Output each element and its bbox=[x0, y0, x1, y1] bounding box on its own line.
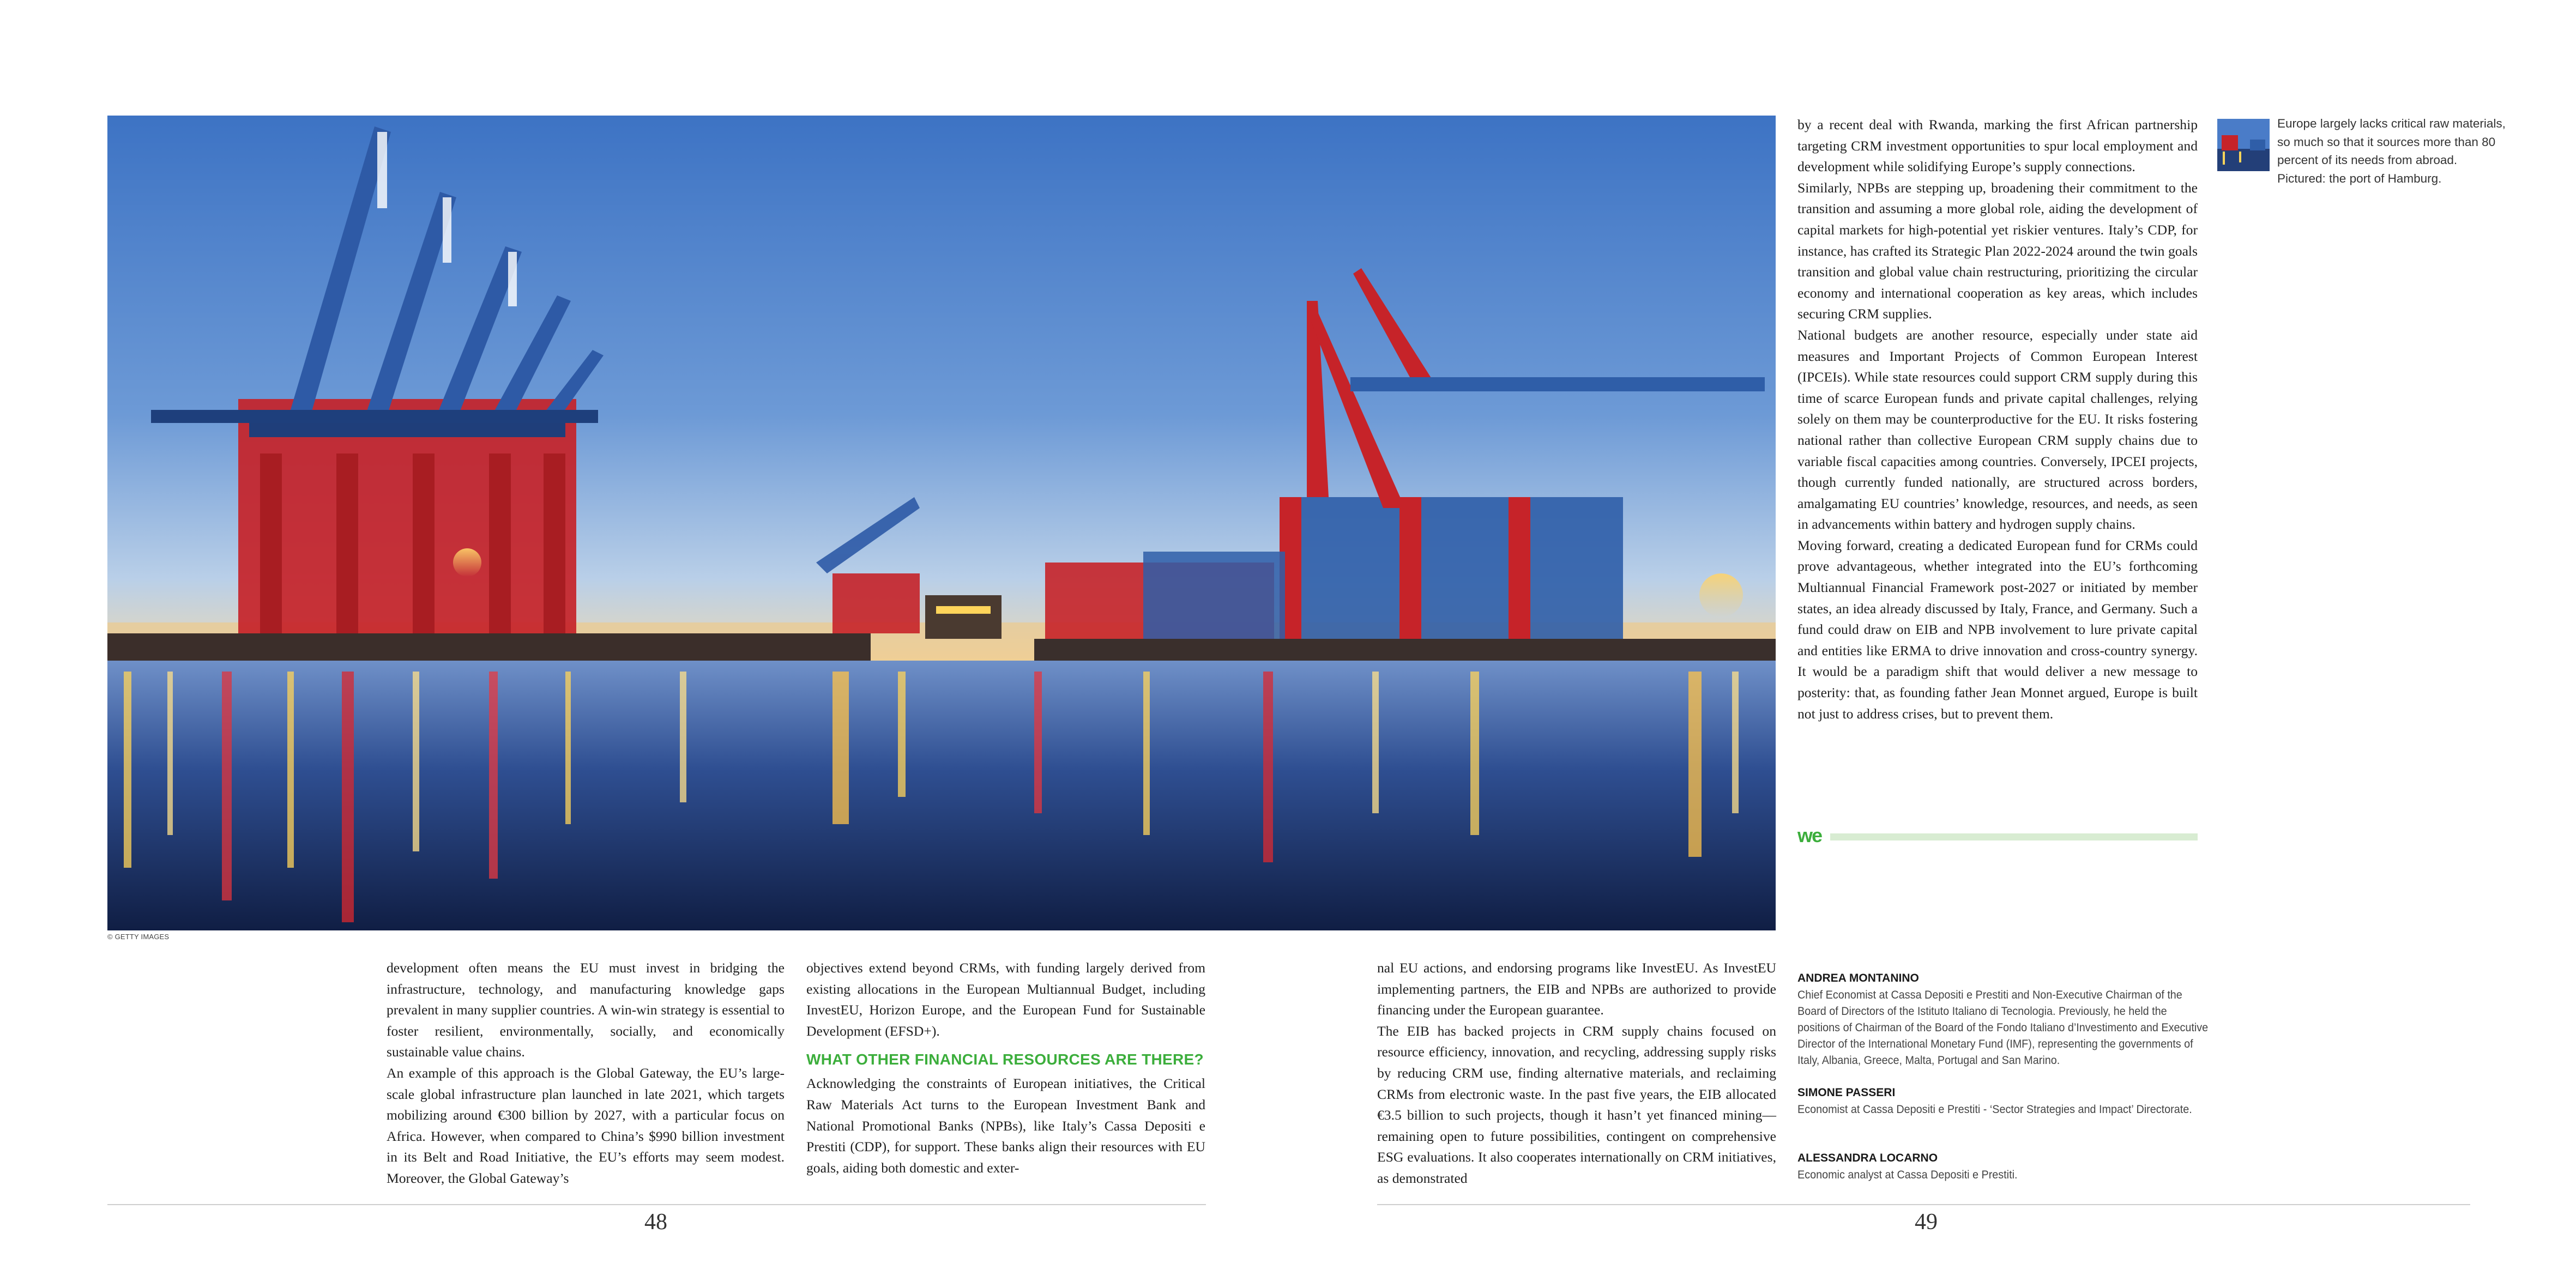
author-description: Chief Economist at Cassa Depositi e Prestiti and Non-Executive Chairman of the Board of Directors of the Istituto Italiano di Tecnologia. Previously, he held the positions of Chairman of the Board of the Fondo Italiano d’Investimento and Executive Director of the International Monetary Fund (IMF), representing the governments of Italy, Albania, Greece, Malta, Portugal and San Marino. bbox=[1797, 988, 2209, 1067]
author-description: Economist at Cassa Depositi e Prestiti - ‘Sector Strategies and Impact’ Directorate. bbox=[1797, 1103, 2192, 1116]
page-number-left: 48 bbox=[644, 1210, 667, 1235]
author-name: ANDREA MONTANINO bbox=[1797, 972, 1919, 984]
end-bar bbox=[1830, 833, 2198, 840]
page-number-right: 49 bbox=[1915, 1210, 1938, 1235]
photo-credit: © GETTY IMAGES bbox=[107, 933, 170, 941]
paragraph: Acknowledging the constraints of European initiatives, the Critical Raw Materials Act turns to the European Investment Bank and National Promotional Banks (NPBs), like Italy’s Cassa Depositi e Prestiti (CDP), for support. These banks align their resources with EU goals, aiding both domestic and exter- bbox=[806, 1075, 1205, 1176]
we-logo: we bbox=[1797, 824, 1822, 846]
body-column-1 bbox=[387, 958, 785, 1189]
paragraph: by a recent deal with Rwanda, marking the first African partnership targeting CRM investment opportunities to spur local employment and development while solidifying Europe’s supply connections. bbox=[1797, 117, 2198, 175]
author-description: Economic analyst at Cassa Depositi e Prestiti. bbox=[1797, 1168, 2018, 1181]
author-name: SIMONE PASSERI bbox=[1797, 1086, 1896, 1099]
article-end-mark bbox=[1797, 824, 2198, 846]
author-bio bbox=[1797, 970, 2212, 1068]
body-column-4 bbox=[1797, 114, 2198, 724]
author-bio bbox=[1797, 1085, 2212, 1117]
photo-caption: Europe largely lacks critical raw materials, so much so that it sources more than 80 percent of its needs from abroad. Pictured: the port of Hamburg. bbox=[2277, 117, 2506, 185]
paragraph: The EIB has backed projects in CRM supply chains focused on resource efficiency, innovation, and recycling, addressing supply risks by reducing CRM use, finding alternative materials, and reclaiming CRMs from electronic waste. In the past five years, the EIB allocated €3.5 billion to such projects, though it hasn’t yet financed mining—remaining open to future possibilities, contingent on comprehensive ESG evaluations. It also cooperates internationally on CRM initiatives, as demonstrated bbox=[1377, 1023, 1776, 1186]
paragraph: Similarly, NPBs are stepping up, broadening their commitment to the transition and assuming a more global role, aiding the development of capital markets for high-potential yet riskier ventures. Italy’s CDP, for instance, has crafted its Strategic Plan 2022-2024 around the twin goals transition and global value chain restructuring, prioritizing the circular economy and international cooperation as key areas, which includes securing CRM supplies. bbox=[1797, 179, 2198, 322]
paragraph: Moving forward, creating a dedicated European fund for CRMs could prove advantageous, whether integrated into the EU’s forthcoming Multiannual Financial Framework post-2027 or initiated by member states, an idea already discussed by Italy, France, and Germany. Such a fund could draw on EIB and NPB involvement to lure private capital and entities like ERMA to drive innovation and cross-country synergy. It would be a paradigm shift that would deliver a new message to posterity: that, as founding father Jean Monnet argued, Europe is built not just to address crises, but to prevent them. bbox=[1797, 537, 2198, 722]
footer-rule-right bbox=[1377, 1204, 2470, 1205]
footer-rule-left bbox=[107, 1204, 1206, 1205]
paragraph: National budgets are another resource, especially under state aid measures and Important Projects of Common European Interest (IPCEIs). While state resources could support CRM supply during this time of scarce European funds and private capital challenges, relying solely on them may be counterproductive for the EU. It risks fostering national rather than collective European CRM supply chains due to variable fiscal capacities among countries. Conversely, IPCEI projects, though currently funded nationally, are structured across borders, amalgamating EU countries’ knowledge, resources, and needs, as seen in advancements within battery and hydrogen supply chains. bbox=[1797, 326, 2198, 533]
paragraph: development often means the EU must invest in bridging the infrastructure, technology, and manufacturing knowledge gaps prevalent in many supplier countries. A win-win strategy is essential to foster resilient, environmentally, socially, and economically sustainable value chains. bbox=[387, 960, 785, 1060]
paragraph: objectives extend beyond CRMs, with funding largely derived from existing allocations in the European Multiannual Budget, including InvestEU, Horizon Europe, and the European Fund for Sustainable Development (EFSD+). bbox=[806, 960, 1205, 1039]
author-name: ALESSANDRA LOCARNO bbox=[1797, 1152, 1938, 1164]
caption-thumbnail bbox=[2217, 119, 2270, 171]
hero-photo-port-of-hamburg bbox=[107, 116, 1776, 930]
section-heading: WHAT OTHER FINANCIAL RESOURCES ARE THERE? bbox=[806, 1051, 1204, 1068]
author-bio bbox=[1797, 1150, 2212, 1183]
body-column-2 bbox=[806, 958, 1205, 1178]
paragraph: An example of this approach is the Global Gateway, the EU’s large-scale global infrastructure plan launched in late 2021, which targets mobilizing around €300 billion by 2027, with a particular focus on Africa. However, when compared to China’s $990 billion investment in its Belt and Road Initiative, the EU’s efforts may seem modest. Moreover, the Global Gateway’s bbox=[387, 1065, 785, 1186]
body-column-3 bbox=[1377, 958, 1776, 1189]
paragraph: nal EU actions, and endorsing programs like InvestEU. As InvestEU implementing partners, the EIB and NPBs are authorized to provide financing under the European guarantee. bbox=[1377, 960, 1776, 1018]
